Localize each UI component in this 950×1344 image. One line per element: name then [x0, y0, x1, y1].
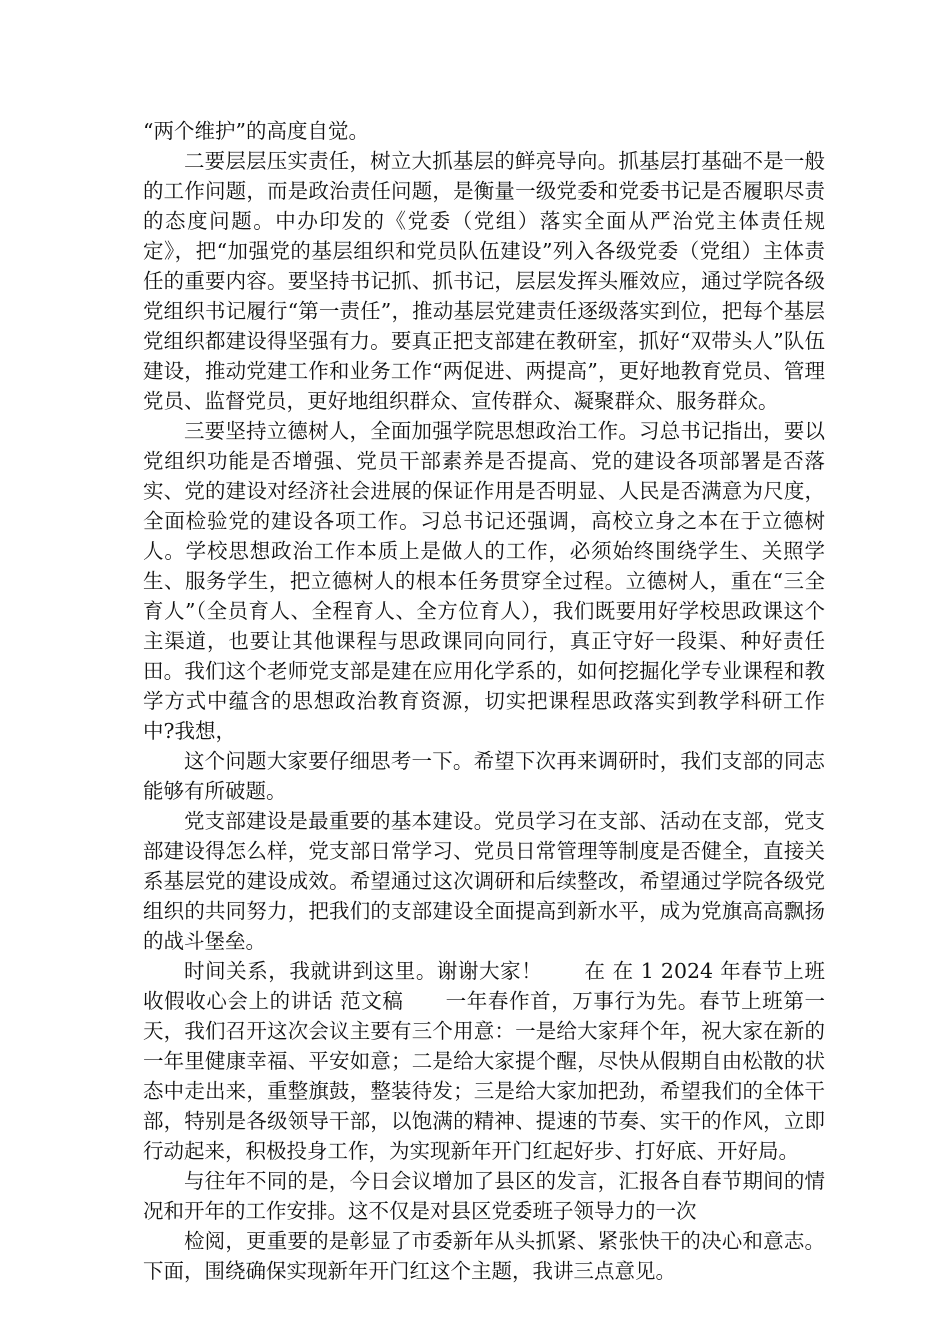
paragraph-3: 三要坚持立德树人，全面加强学院思想政治工作。习总书记指出，要以党组织功能是否增强、党员干部素养是否提高、党的建设各项部署是否落实、党的建设对经济社会进展的保证作用是否明显、人民是否满意为尺度，全面检验党的建设各项工作。习总书记还强调，高校立身之本在于立德树人。学校思想政治工作本质上是做人的工作，必须始终围绕学生、关照学生、服务学生，把立德树人的根本任务贯穿全过程。立德树人，重在“三全育人”（全员育人、全程育人、全方位育人），我们既要用好学校思政课这个主渠道，也要让其他课程与思政课同向同行，真正守好一段渠、种好责任田。我们这个老师党支部是建在应用化学系的，如何挖掘化学专业课程和教学方式中蕴含的思想政治教育资源，切实把课程思政落实到教学科研工作中?我想，	[143, 419, 825, 743]
paragraph-1: “两个维护”的高度自觉。	[143, 119, 369, 143]
paragraph-2: 二要层层压实责任，树立大抓基层的鲜亮导向。抓基层打基础不是一般的工作问题，而是政治责任问题，是衡量一级党委和党委书记是否履职尽责的态度问题。中办印发的《党委（党组）落实全面从严治党主体责任规定》，把“加强党的基层组织和党员队伍建设”列入各级党委（党组）主体责任的重要内容。要坚持书记抓、抓书记，层层发挥头雁效应，通过学院各级党组织书记履行“第一责任”，推动基层党建责任逐级落实到位，把每个基层党组织都建设得坚强有力。要真正把支部建在教研室，抓好“双带头人”队伍建设，推动党建工作和业务工作“两促进、两提高”，更好地教育党员、管理党员、监督党员，更好地组织群众、宣传群众、凝聚群众、服务群众。	[143, 149, 825, 413]
paragraph-6: 时间关系，我就讲到这里。谢谢大家！ 在 在 1 2024 年春节上班收假收心会上的讲话 范文稿 一年春作首，万事行为先。春节上班第一天，我们召开这次会议主要有三个用意：一是给大家拜个年，祝大家在新的一年里健康幸福、平安如意；二是给大家提个醒，尽快从假期自由松散的状态中走出来，重整旗鼓，整装待发；三是给大家加把劲，希望我们的全体干部，特别是各级领导干部，以饱满的精神、提速的节奏、实干的作风，立即行动起来，积极投身工作，为实现新年开门红起好步、打好底、开好局。	[143, 959, 825, 1163]
paragraph-4: 这个问题大家要仔细思考一下。希望下次再来调研时，我们支部的同志能够有所破题。	[143, 749, 825, 803]
document-page	[143, 116, 825, 1286]
paragraph-8: 检阅，更重要的是彰显了市委新年从头抓紧、紧张快干的决心和意志。下面，围绕确保实现新年开门红这个主题，我讲三点意见。	[143, 1229, 825, 1283]
paragraph-7: 与往年不同的是，今日会议增加了县区的发言，汇报各自春节期间的情况和开年的工作安排。这不仅是对县区党委班子领导力的一次	[143, 1169, 825, 1223]
paragraph-5: 党支部建设是最重要的基本建设。党员学习在支部、活动在支部，党支部建设得怎么样，党支部日常学习、党员日常管理等制度是否健全，直接关系基层党的建设成效。希望通过这次调研和后续整改，希望通过学院各级党组织的共同努力，把我们的支部建设全面提高到新水平，成为党旗高高飘扬的战斗堡垒。	[143, 809, 825, 953]
